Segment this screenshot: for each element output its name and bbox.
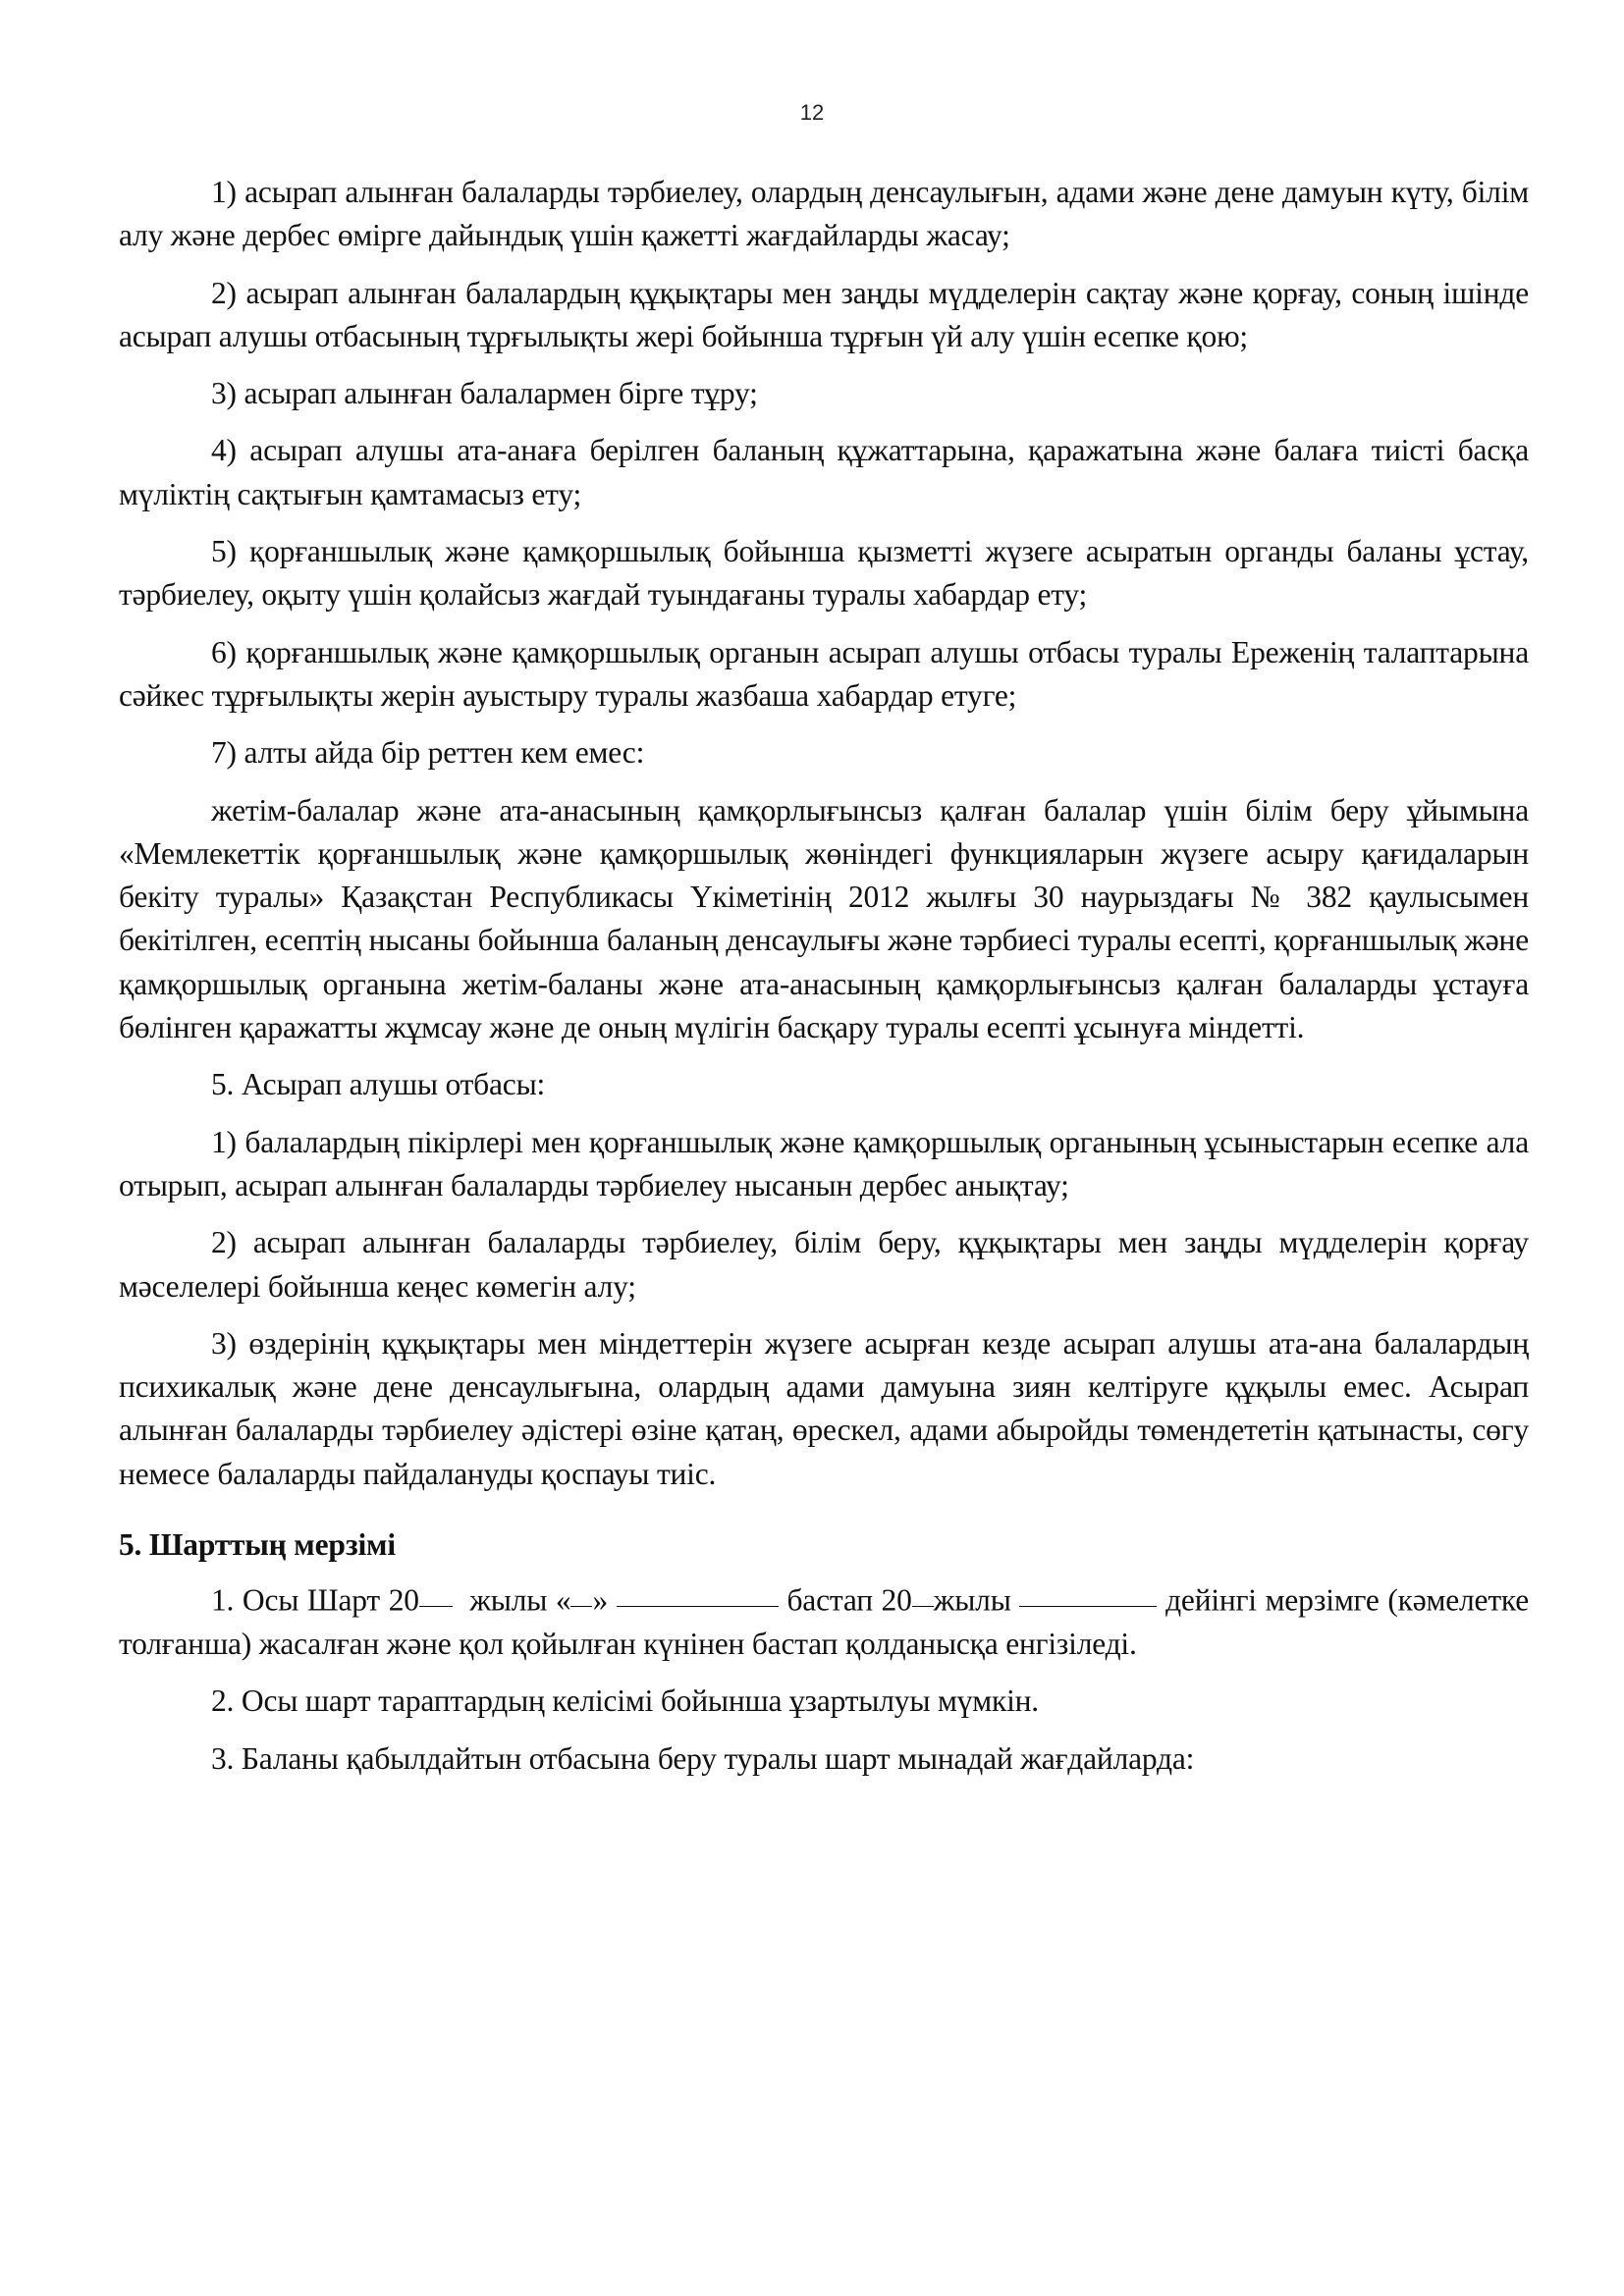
obligation-item-7 (119, 731, 1529, 774)
item-label: 1) (211, 1124, 237, 1159)
clause-text: мерзімге (кәмелетке толғанша) жасалған және қол қойылған күнінен бастап қолданысқа енгізіледі. (119, 1582, 1530, 1662)
item-label: 7) (211, 735, 237, 771)
item-label: 3) (211, 1325, 237, 1361)
item-text: асырап алынған балаларды тәрбиелеу, олардың денсаулығын, адами және дене дамуын күту, білім алу және дербес өмірге дайындық үшін қажетті жағдайларды жасау; (119, 175, 1529, 253)
item-text: асырап алынған балалардың құқықтары мен заңды мүдделерін сақтау және қорғау, соның ішінде асырап алушы отбасының тұрғылықты жері бойынша тұрғын үй алу үшін есепке қою; (119, 275, 1529, 353)
obligation-item-5 (119, 530, 1529, 617)
item-text: балалардың пікірлері мен қорғаншылық және қамқоршылық органының ұсыныстарын есепке ала отырып, асырап алынған балаларды тәрбиелеу нысанын дербес анықтау; (119, 1124, 1529, 1202)
item-label: 6) (211, 634, 237, 669)
item-label: 4) (211, 433, 237, 468)
term-clause-1 (119, 1578, 1529, 1666)
term-clause-3: 3. Баланы қабылдайтын отбасына беру туралы шарт мынадай жағдайларда: (211, 1740, 1195, 1776)
obligation-item-1 (119, 171, 1529, 258)
clause-5-title: 5. Асырап алушы отбасы: (211, 1067, 546, 1102)
right-item-1 (119, 1121, 1529, 1208)
month-start-blank (617, 1575, 779, 1607)
month-end-blank (1019, 1575, 1157, 1607)
obligation-item-4 (119, 429, 1529, 516)
day-blank (570, 1575, 592, 1607)
item-label: 5) (211, 534, 237, 569)
clause-text: бастап 20 (786, 1582, 912, 1618)
obligation-item-2 (119, 272, 1529, 359)
obligation-item-7-detail: жетім-балалар және ата-анасының қамқорлығынсыз қалған балалар үшін білім беру ұйымына «Мемлекеттік қорғаншылық және қамқоршылық жөніндегі функцияларын жүзеге асыру қағидаларын бекіту туралы» Қазақстан Республикасы Үкіметінің 2012 жылғы 30 наурыздағы № 382 қаулысымен бекітілген, есептің нысаны бойынша баланың денсаулығы және тәрбиесі туралы есепті, қорғаншылық және қамқоршылық органына жетім-баланы және ата-анасының қамқорлығынсыз қалған балаларды ұстауға бөлінген қаражатты жұмсау және де оның мүлігін басқару туралы есепті ұсынуға міндетті. (119, 792, 1529, 1045)
clause-text: » (592, 1582, 609, 1618)
item-label: 3) (211, 376, 237, 411)
year-end-blank (912, 1575, 934, 1607)
item-label: 2) (211, 1225, 237, 1260)
page-number: 12 (799, 100, 825, 125)
item-text: алты айда бір реттен кем емес: (244, 735, 645, 771)
clause-text: жылы « (469, 1582, 571, 1618)
clause-text: дейінгі (1165, 1582, 1257, 1618)
right-item-3 (119, 1322, 1529, 1496)
obligation-item-3 (119, 372, 1529, 415)
document-body (119, 171, 1529, 1794)
item-label: 1) (211, 175, 237, 209)
item-text: асырап алушы ата-анаға берілген баланың құжаттарына, қаражатына және балаға тиісті басқа мүліктің сақтығын қамтамасыз ету; (119, 433, 1529, 511)
right-item-2 (119, 1221, 1529, 1308)
clause-text: 1. Осы Шарт 20 (211, 1582, 419, 1618)
item-text: қорғаншылық және қамқоршылық органын асырап алушы отбасы туралы Ереженің талаптарына сәйкес тұрғылықты жерін ауыстыру туралы жазбаша хабардар етуге; (119, 634, 1529, 713)
clause-text: жылы (933, 1582, 1011, 1618)
item-text: асырап алынған балалармен бірге тұру; (244, 376, 758, 411)
item-text: қорғаншылық және қамқоршылық бойынша қызметті жүзеге асыратын органды баланы ұстау, тәрбиелеу, оқыту үшін қолайсыз жағдай туындағаны туралы хабардар ету; (119, 534, 1529, 613)
item-text: өздерінің құқықтары мен міндеттерін жүзеге асырған кезде асырап алушы ата-ана балалардың психикалық және дене денсаулығына, олардың адами дамуына зиян келтіруге құқылы емес. Асырап алынған балаларды тәрбиелеу әдістері өзіне қатаң, өрескел, адами абыройды төмендететін қатынасты, сөгу немесе балаларды пайдалануды қоспауы тиіс. (119, 1325, 1529, 1491)
item-label: 2) (211, 275, 237, 310)
term-clause-2: 2. Осы шарт тараптардың келісімі бойынша ұзартылуы мүмкін. (211, 1683, 1039, 1719)
obligation-item-6 (119, 631, 1529, 719)
section-heading-contract-term: 5. Шарттың мерзімі (119, 1527, 396, 1563)
item-text: асырап алынған балаларды тәрбиелеу, білім беру, құқықтары мен заңды мүдделерін қорғау мәселелері бойынша кеңес көмегін алу; (119, 1225, 1529, 1304)
year-start-blank (419, 1575, 453, 1607)
